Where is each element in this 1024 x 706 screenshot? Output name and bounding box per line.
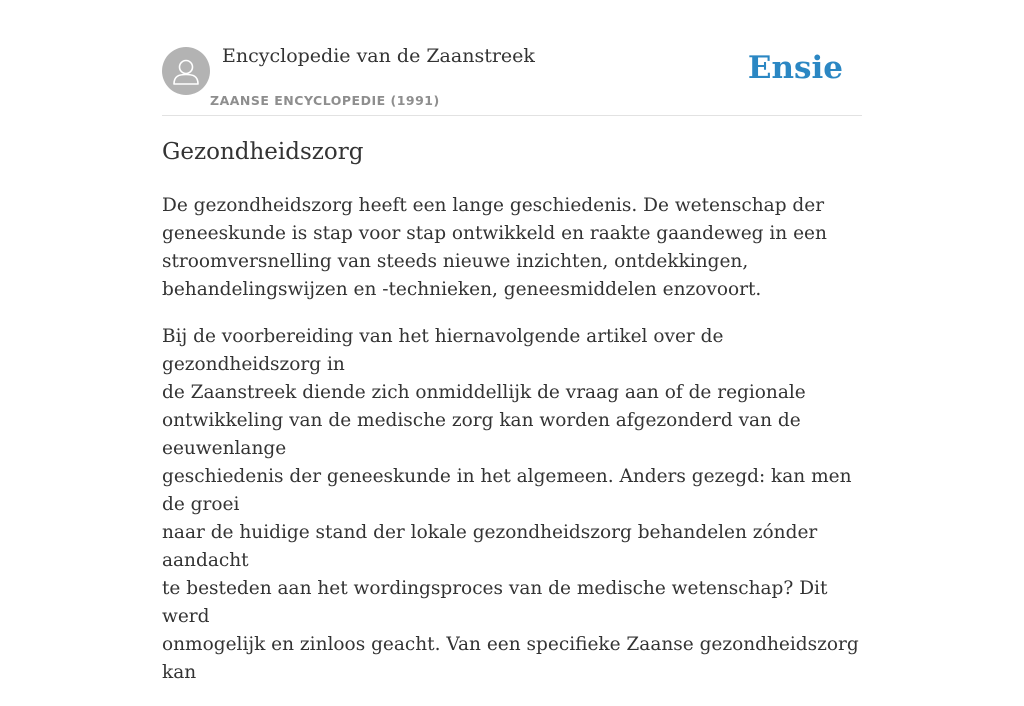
source-avatar[interactable]: [162, 47, 210, 95]
paragraph-line: De gezondheidszorg heeft een lange geschiedenis. De wetenschap der: [162, 195, 825, 216]
paragraph-line: onmogelijk en zinloos geacht. Van een specifieke Zaanse gezondheidszorg kan: [162, 634, 859, 683]
source-title[interactable]: Encyclopedie van de Zaanstreek: [222, 45, 535, 67]
article-title: Gezondheidszorg: [162, 139, 364, 165]
ensie-logo[interactable]: Ensie: [747, 50, 843, 86]
paragraph-line: naar de huidige stand der lokale gezondheidszorg behandelen zónder aandacht: [162, 522, 818, 571]
paragraph-line: Bij de voorbereiding van het hiernavolgende artikel over de gezondheidszorg in: [162, 326, 724, 375]
paragraph-line: ontwikkeling van de medische zorg kan worden afgezonderd van de eeuwenlange: [162, 410, 801, 459]
source-subtitle: ZAANSE ENCYCLOPEDIE (1991): [210, 93, 440, 108]
paragraph-line: behandelingswijzen en -technieken, geneesmiddelen enzovoort.: [162, 279, 762, 300]
paragraph-line: geneeskunde is stap voor stap ontwikkeld en raakte gaandeweg in een: [162, 223, 827, 244]
paragraph-1: [162, 192, 864, 304]
paragraph-2: [162, 323, 864, 687]
paragraph-line: stroomversnelling van steeds nieuwe inzichten, ontdekkingen,: [162, 251, 749, 272]
paragraph-line: de Zaanstreek diende zich onmiddellijk de vraag aan of de regionale: [162, 382, 806, 403]
user-icon: [162, 47, 210, 95]
article-body: [162, 192, 864, 706]
source-header: [162, 40, 862, 116]
paragraph-line: te besteden aan het wordingsproces van de medische wetenschap? Dit werd: [162, 578, 828, 627]
paragraph-line: geschiedenis der geneeskunde in het algemeen. Anders gezegd: kan men de groei: [162, 466, 852, 515]
